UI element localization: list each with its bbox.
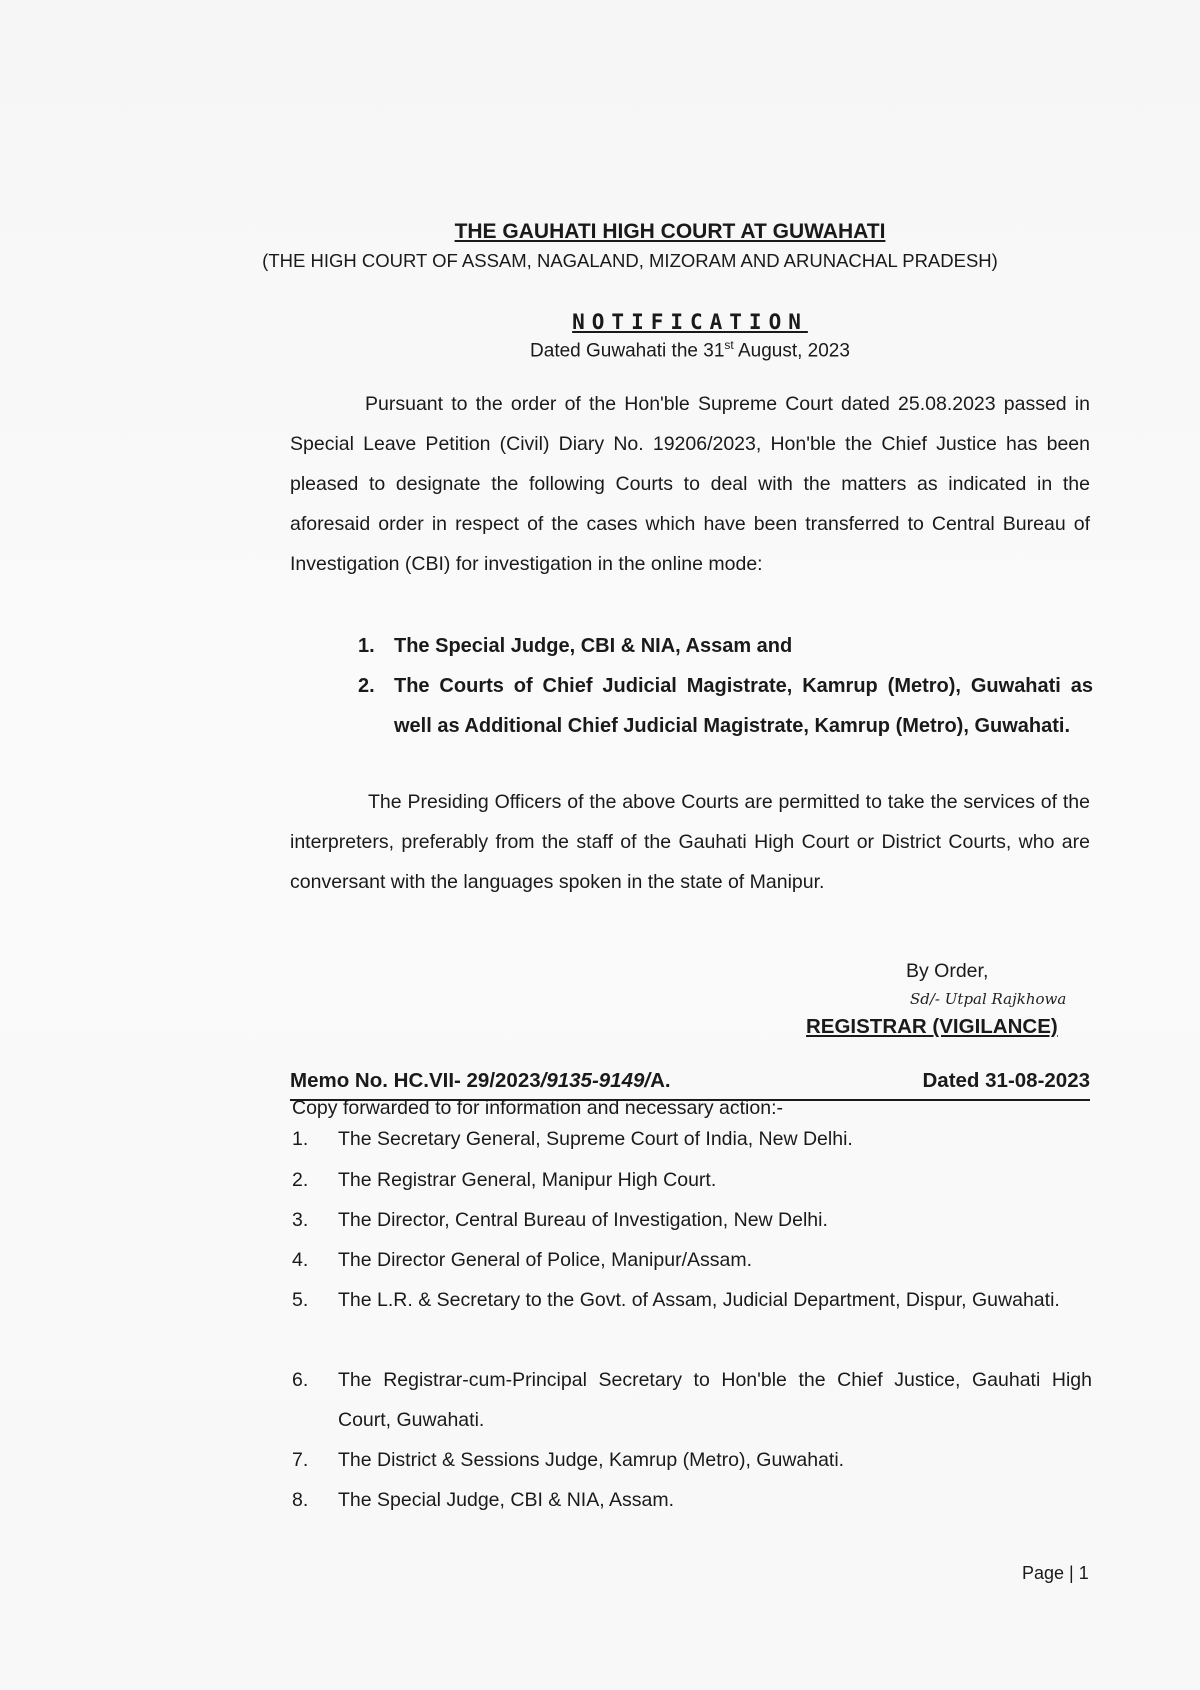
designated-court-number: 2.	[358, 675, 375, 697]
recipient-number: 4.	[292, 1249, 309, 1271]
court-jurisdiction: (THE HIGH COURT OF ASSAM, NAGALAND, MIZORAM AND ARUNACHAL PRADESH)	[262, 250, 998, 271]
recipient-item	[292, 1200, 1092, 1240]
recipient-item	[292, 1440, 1092, 1480]
page-number: Page | 1	[1022, 1563, 1089, 1583]
registrar-designation: REGISTRAR (VIGILANCE)	[806, 1015, 1058, 1038]
recipient-item	[292, 1119, 1092, 1159]
notification-heading: NOTIFICATION	[572, 310, 808, 334]
recipient-number: 2.	[292, 1169, 309, 1191]
recipient-text: The District & Sessions Judge, Kamrup (Metro), Guwahati.	[338, 1449, 845, 1471]
recipient-text: The Special Judge, CBI & NIA, Assam.	[338, 1489, 674, 1511]
designated-court-item	[358, 626, 1093, 666]
designated-court-item	[358, 666, 1093, 746]
designated-court-text: The Courts of Chief Judicial Magistrate, Kamrup (Metro), Guwahati as well as Additional Chief Judicial Magistrate, Kamrup (Metro), Guwahati.	[394, 675, 1093, 737]
signature: Sd/- Utpal Rajkhowa	[910, 990, 1067, 1008]
memo-number-range: /9135-9149/	[540, 1069, 651, 1092]
recipient-text: The Registrar-cum-Principal Secretary to Hon'ble the Chief Justice, Gauhati High Court, Guwahati.	[338, 1369, 1092, 1431]
recipient-number: 5.	[292, 1289, 309, 1311]
designated-court-number: 1.	[358, 635, 375, 657]
recipient-item	[292, 1240, 1092, 1280]
recipient-item	[292, 1480, 1092, 1520]
copy-forwarded-text: Copy forwarded to for information and necessary action:-	[292, 1097, 783, 1119]
memo-number	[290, 1069, 671, 1093]
notification-paragraph-2: The Presiding Officers of the above Courts are permitted to take the services of the interpreters, preferably from the staff of the Gauhati High Court or District Courts, who are conversant with the languages spoken in the state of Manipur.	[290, 791, 1090, 893]
memo-number-suffix: A.	[650, 1069, 671, 1092]
recipient-item	[292, 1160, 1092, 1200]
recipient-text: The L.R. & Secretary to the Govt. of Assam, Judicial Department, Dispur, Guwahati.	[338, 1289, 1060, 1311]
by-order-text: By Order,	[906, 960, 989, 982]
memo-number-prefix: Memo No. HC.VII- 29/2023	[290, 1069, 541, 1092]
notification-date	[90, 338, 1200, 362]
recipient-number: 6.	[292, 1369, 309, 1391]
memo-date: Dated 31-08-2023	[922, 1069, 1090, 1092]
recipient-text: The Secretary General, Supreme Court of India, New Delhi.	[338, 1128, 853, 1150]
recipient-number: 7.	[292, 1449, 309, 1471]
notification-date-suffix: August, 2023	[733, 340, 850, 362]
recipient-item	[292, 1280, 1092, 1320]
court-title: THE GAUHATI HIGH COURT AT GUWAHATI	[454, 220, 886, 243]
recipient-number: 8.	[292, 1489, 309, 1511]
recipient-number: 1.	[292, 1128, 309, 1150]
designated-court-text: The Special Judge, CBI & NIA, Assam and	[394, 635, 793, 657]
recipient-text: The Director General of Police, Manipur/Assam.	[338, 1249, 752, 1271]
recipient-number: 3.	[292, 1209, 309, 1231]
recipient-item	[292, 1360, 1092, 1440]
recipient-text: The Registrar General, Manipur High Court.	[338, 1169, 717, 1191]
notification-date-sup: st	[724, 338, 734, 352]
recipient-text: The Director, Central Bureau of Investigation, New Delhi.	[338, 1209, 828, 1231]
notification-date-prefix: Dated Guwahati the 31	[530, 340, 725, 362]
notification-paragraph-1: Pursuant to the order of the Hon'ble Supreme Court dated 25.08.2023 passed in Special Leave Petition (Civil) Diary No. 19206/2023, Hon'ble the Chief Justice has been pleased to designate the following Courts to deal with the matters as indicated in the aforesaid order in respect of the cases which have been transferred to Central Bureau of Investigation (CBI) for investigation in the online mode:	[290, 393, 1090, 575]
